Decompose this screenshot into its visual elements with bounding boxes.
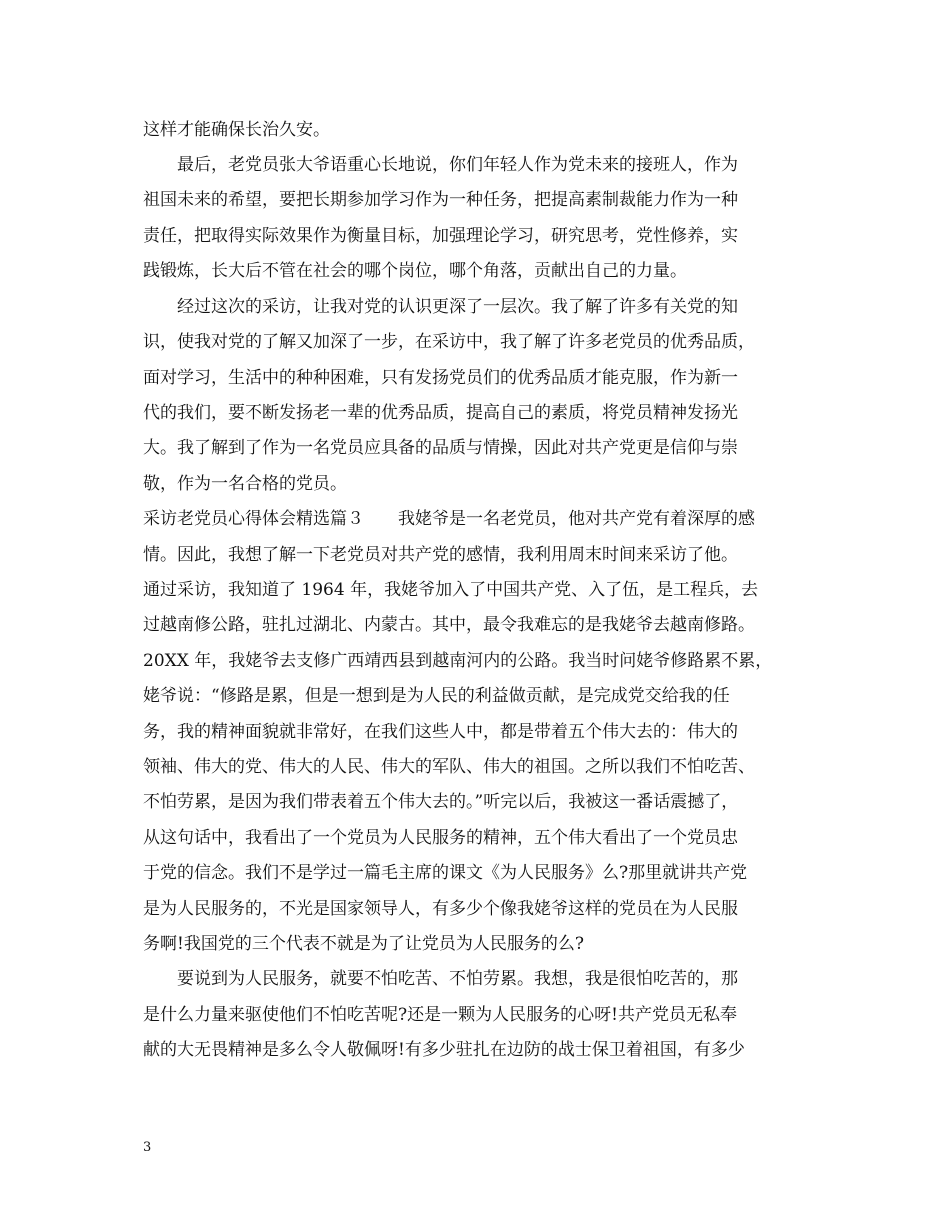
text-line: 领袖、伟大的党、伟大的人民、伟大的军队、伟大的祖国。之所以我们不怕吃苦、 [143,757,755,777]
page-number: 3 [143,1140,152,1155]
text-line: 是为人民服务的，不光是国家领导人，有多少个像我姥爷这样的党员在为人民服 [143,899,738,919]
text-line: 通过采访，我知道了 1964 年，我姥爷加入了中国共产党、入了伍，是工程兵，去 [143,580,759,600]
text-line: 敬，作为一名合格的党员。 [143,474,347,494]
text-line: 要说到为人民服务，就要不怕吃苦、不怕劳累。我想，我是很怕吃苦的，那 [177,969,738,989]
text-line: 是什么力量来驱使他们不怕吃苦呢?还是一颗为人民服务的心呀!共产党员无私奉 [143,1005,737,1025]
text-line: 识，使我对党的了解又加深了一步，在采访中，我了解了许多老党员的优秀品质， [143,332,755,352]
text-line: 祖国未来的希望，要把长期参加学习作为一种任务，把提高素制裁能力作为一种 [143,190,738,210]
text-line: 责任，把取得实际效果作为衡量目标，加强理论学习，研究思考，党性修养，实 [143,226,738,246]
text-line: 20XX 年，我姥爷去支修广西靖西县到越南河内的公路。我当时问姥爷修路累不累， [143,651,773,671]
text-line: 务，我的精神面貌就非常好，在我们这些人中，都是带着五个伟大去的：伟大的 [143,722,738,742]
text-line: 大。我了解到了作为一名党员应具备的品质与情操，因此对共产党更是信仰与崇 [143,438,738,458]
text-line: 情。因此，我想了解一下老党员对共产党的感情，我利用周末时间来采访了他。 [143,545,738,565]
text-line: 从这句话中，我看出了一个党员为人民服务的精神，五个伟大看出了一个党员忠 [143,828,738,848]
text-line: 最后，老党员张大爷语重心长地说，你们年轻人作为党未来的接班人，作为 [177,155,738,175]
text-line: 代的我们，要不断发扬老一辈的优秀品质，提高自己的素质，将党员精神发扬光 [143,403,738,423]
text-line: 经过这次的采访，让我对党的认识更深了一层次。我了解了许多有关党的知 [177,297,738,317]
text-line: 这样才能确保长治久安。 [143,120,330,140]
section-heading-line: 采访老党员心得体会精选篇３ 我姥爷是一名老党员，他对共产党有着深厚的感 [143,509,755,529]
text-line: 于党的信念。我们不是学过一篇毛主席的课文《为人民服务》么?那里就讲共产党 [143,863,748,883]
text-line: 践锻炼，长大后不管在社会的哪个岗位，哪个角落，贡献出自己的力量。 [143,261,687,281]
text-line: 不怕劳累，是因为我们带表着五个伟大去的。”听完以后，我被这一番话震撼了， [143,792,739,812]
text-line: 献的大无畏精神是多么令人敬佩呀!有多少驻扎在边防的战士保卫着祖国，有多少 [143,1040,745,1060]
text-line: 务啊!我国党的三个代表不就是为了让党员为人民服务的么? [143,934,584,954]
text-line: 姥爷说：“修路是累，但是一想到是为人民的利益做贡献，是完成党交给我的任 [143,686,730,706]
text-line: 面对学习，生活中的种种困难，只有发扬党员们的优秀品质才能克服，作为新一 [143,368,738,388]
text-line: 过越南修公路，驻扎过湖北、内蒙古。其中，最令我难忘的是我姥爷去越南修路。 [143,615,755,635]
